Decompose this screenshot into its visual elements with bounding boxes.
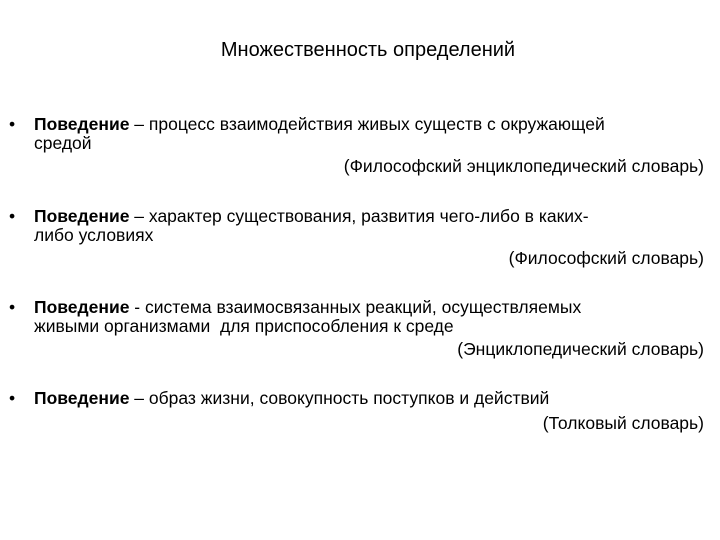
- definition-text: [34, 207, 704, 245]
- definition-line: [34, 298, 704, 317]
- bullet-icon: •: [9, 388, 16, 408]
- definition-line: средой: [34, 133, 92, 153]
- definition-line: [34, 389, 704, 408]
- definition-line: [34, 207, 704, 226]
- definition-term: Поведение: [34, 114, 130, 134]
- definition-line: живыми организмами для приспособления к среде: [34, 316, 454, 336]
- bullet-icon: •: [9, 297, 16, 317]
- definition-line: либо условиях: [34, 225, 154, 245]
- definition-line: [34, 115, 704, 134]
- bullet-icon: •: [9, 114, 16, 134]
- definition-body: – образ жизни, совокупность поступков и действий: [129, 388, 550, 408]
- bullet-icon: •: [9, 206, 16, 226]
- definition-text: [34, 298, 704, 336]
- definition-text: [34, 115, 704, 153]
- definition-body: – характер существования, развития чего-либо в каких-: [129, 206, 589, 226]
- definition-source: (Философский энциклопедический словарь): [343, 156, 704, 176]
- definition-body: – процесс взаимодействия живых существ с окружающей: [129, 114, 605, 134]
- definition-source: (Философский словарь): [508, 248, 704, 268]
- definition-text: [34, 389, 704, 408]
- slide-title: Множественность определений: [220, 39, 516, 61]
- definition-source: (Толковый словарь): [542, 413, 704, 433]
- definition-term: Поведение: [34, 388, 130, 408]
- definition-term: Поведение: [34, 297, 130, 317]
- definition-body: - система взаимосвязанных реакций, осуществляемых: [129, 297, 582, 317]
- definition-source: (Энциклопедический словарь): [457, 339, 704, 359]
- definition-term: Поведение: [34, 206, 130, 226]
